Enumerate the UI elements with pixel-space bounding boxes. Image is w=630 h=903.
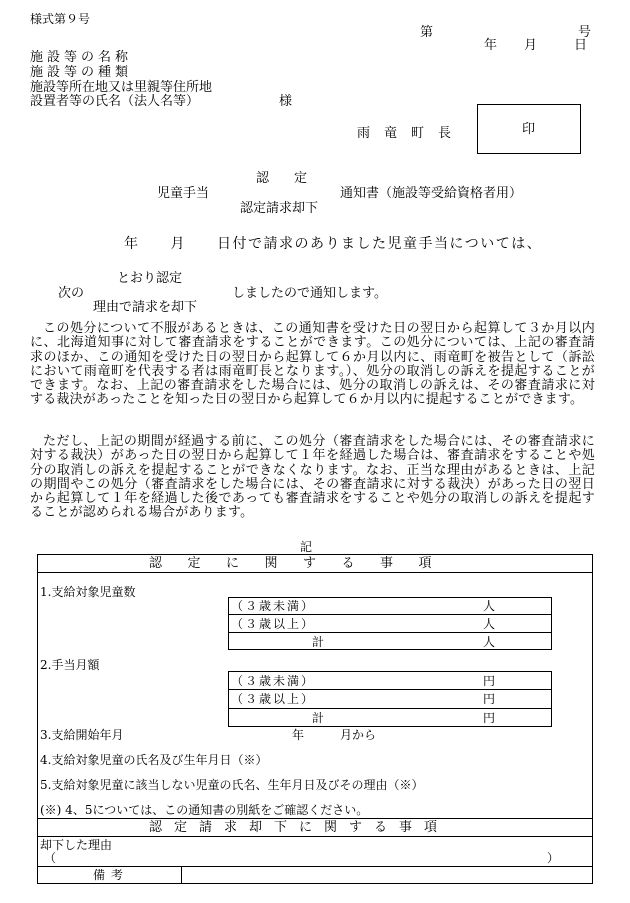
note: (※) 4、5については、この通知書の別紙をご確認ください。 bbox=[40, 803, 369, 817]
title-right: 通知書（施設等受給資格者用） bbox=[340, 186, 523, 201]
count-total-unit: 人 bbox=[483, 635, 496, 649]
intro-line: 年 月 日付で請求のありました児童手当については、 bbox=[124, 236, 543, 252]
facility-address-label: 施設等所在地又は里親等住所地 bbox=[30, 80, 213, 95]
honorific-sama: 様 bbox=[279, 94, 293, 109]
start-month: 月から bbox=[340, 728, 377, 742]
item1-label: 1.支給対象児童数 bbox=[40, 585, 136, 599]
item4-label: 4.支給対象児童の氏名及び生年月日（※） bbox=[40, 753, 268, 767]
doc-number-go: 号 bbox=[578, 25, 592, 40]
doc-number-dai: 第 bbox=[420, 25, 434, 40]
form-number: 様式第９号 bbox=[30, 12, 91, 26]
founder-name-label: 設置者等の氏名（法人名等） bbox=[30, 94, 200, 109]
reason-paren-close: ） bbox=[547, 851, 560, 865]
reject-header: 認定請求却下に関する事項 bbox=[149, 820, 450, 835]
count-total-label: 計 bbox=[312, 635, 325, 649]
appeal-paragraph-1: この処分について不服があるときは、この通知書を受けた日の翌日から起算して３か月以内に、北海道知事に対して審査請求をすることができます。この処分については、上記の審査請求のほか、この通知を受けた日の翌日から起算して６か月以内に、雨竜町を被告として（訴訟において雨竜町を代表する者は雨竜町長となります。）、処分の取消しの訴えを提起することができます。なお、上記の審査請求をした場合には、処分の取消しの訴えは、その審査請求に対する裁決があったことを知った日の翌日から起算して６か月以内に提起することができます。 bbox=[30, 321, 595, 408]
amount-total-unit: 円 bbox=[483, 711, 496, 725]
amount-under3-unit: 円 bbox=[483, 674, 496, 688]
amount-under3-label: （３歳未満） bbox=[231, 674, 316, 688]
table-header: 認定に関する事項 bbox=[149, 556, 458, 571]
count-over3-unit: 人 bbox=[483, 617, 496, 631]
facility-type-label: 施設等の種類 bbox=[30, 65, 133, 80]
count-under3-unit: 人 bbox=[483, 599, 496, 613]
seal-mark: 印 bbox=[522, 122, 536, 137]
start-year: 年 bbox=[292, 728, 305, 742]
amount-over3-unit: 円 bbox=[483, 692, 496, 706]
remarks-label: 備考 bbox=[93, 868, 130, 882]
intro-tsugi: 次の bbox=[58, 286, 85, 301]
reject-reason-label: 却下した理由 bbox=[40, 838, 113, 852]
facility-name-label: 施設等の名称 bbox=[30, 50, 133, 65]
count-over3-label: （３歳以上） bbox=[231, 617, 316, 631]
amount-over3-label: （３歳以上） bbox=[231, 692, 316, 706]
count-under3-label: （３歳未満） bbox=[231, 599, 316, 613]
item5-label: 5.支給対象児童に該当しない児童の氏名、生年月日及びその理由（※） bbox=[40, 778, 424, 792]
issuer-name: 雨竜町長 bbox=[357, 126, 466, 141]
item3-label: 3.支給開始年月 bbox=[40, 728, 124, 742]
appeal-paragraph-2: ただし、上記の期間が経過する前に、この処分（審査請求をした場合には、その審査請求に対する裁決）があった日の翌日から起算して１年を経過した場合は、審査請求をすることや処分の取消しの訴えを提起することができなくなります。なお、正当な理由があるときは、上記の期間やこの処分（審査請求をした場合には、その審査請求に対する裁決）があった日の翌日から起算して１年を経過した後であっても審査請求をすることや処分の取消しの訴えを提起することが認められる場合があります。 bbox=[30, 434, 595, 521]
title-kyakka: 認定請求却下 bbox=[240, 201, 319, 216]
title-left: 児童手当 bbox=[157, 186, 210, 201]
intro-kyakka: 理由で請求を却下 bbox=[93, 300, 198, 315]
date-month: 月 bbox=[524, 38, 538, 53]
ki-label: 記 bbox=[300, 540, 313, 554]
item2-label: 2.手当月額 bbox=[40, 658, 100, 672]
intro-suffix: しましたので通知します。 bbox=[232, 286, 387, 301]
date-day: 日 bbox=[574, 38, 588, 53]
intro-nintei: とおり認定 bbox=[117, 271, 183, 286]
amount-total-label: 計 bbox=[312, 711, 325, 725]
reason-paren-open: （ bbox=[44, 851, 57, 865]
title-nintei: 認 定 bbox=[256, 171, 314, 186]
seal-box bbox=[477, 104, 581, 154]
date-year: 年 bbox=[484, 38, 498, 53]
